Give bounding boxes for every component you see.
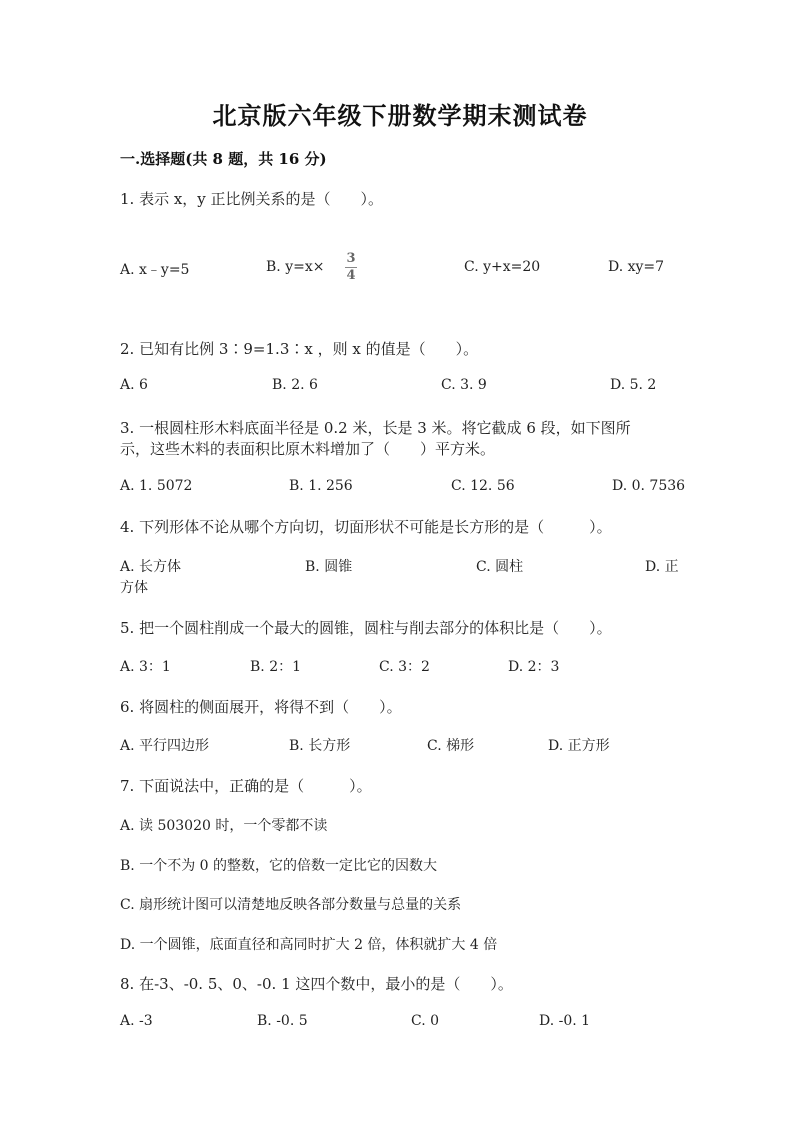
question-6-stem: 6. 将圆柱的侧面展开，将得不到（ ）。 bbox=[120, 698, 402, 716]
q5-option-c[interactable]: C. 3：2 bbox=[379, 659, 430, 675]
question-7-stem: 7. 下面说法中，正确的是（ ）。 bbox=[120, 777, 372, 795]
q5-option-d[interactable]: D. 2：3 bbox=[508, 659, 560, 675]
q6-option-c[interactable]: C. 梯形 bbox=[427, 738, 475, 754]
q8-option-b[interactable]: B. -0. 5 bbox=[257, 1013, 308, 1029]
q4-option-b[interactable]: B. 圆锥 bbox=[305, 559, 353, 575]
q8-option-d[interactable]: D. -0. 1 bbox=[539, 1013, 591, 1029]
question-1-stem: 1. 表示 x，y 正比例关系的是（ ）。 bbox=[120, 190, 384, 208]
q2-option-d[interactable]: D. 5. 2 bbox=[610, 377, 657, 393]
q3-option-a[interactable]: A. 1. 5072 bbox=[120, 478, 193, 494]
q8-option-c[interactable]: C. 0 bbox=[411, 1013, 440, 1029]
q3-option-b[interactable]: B. 1. 256 bbox=[289, 478, 353, 494]
q6-option-a[interactable]: A. 平行四边形 bbox=[120, 738, 210, 754]
q1-option-a[interactable]: A. x﹣y=5 bbox=[120, 262, 190, 278]
q2-option-b[interactable]: B. 2. 6 bbox=[272, 377, 318, 393]
question-3-stem-line-1: 3. 一根圆柱形木料底面半径是 0.2 米，长是 3 米。将它截成 6 段，如下图所 bbox=[120, 419, 631, 437]
q4-option-d-line-2[interactable]: 方体 bbox=[120, 580, 148, 596]
question-4-stem: 4. 下列形体不论从哪个方向切，切面形状不可能是长方形的是（ ）。 bbox=[120, 518, 612, 536]
section-heading: 一.选择题(共 8 题，共 16 分) bbox=[120, 150, 327, 168]
question-2-stem: 2. 已知有比例 3∶9=1.3∶x ，则 x 的值是（ ）。 bbox=[120, 340, 479, 358]
q7-option-d[interactable]: D. 一个圆锥，底面直径和高同时扩大 2 倍，体积就扩大 4 倍 bbox=[120, 937, 498, 953]
q1-option-d[interactable]: D. xy=7 bbox=[608, 259, 665, 275]
q4-option-c[interactable]: C. 圆柱 bbox=[476, 559, 524, 575]
page-title: 北京版六年级下册数学期末测试卷 bbox=[212, 101, 588, 130]
q6-option-b[interactable]: B. 长方形 bbox=[289, 738, 351, 754]
q5-option-b[interactable]: B. 2：1 bbox=[250, 659, 302, 675]
q4-option-d-line-1[interactable]: D. 正 bbox=[645, 559, 679, 575]
q5-option-a[interactable]: A. 3：1 bbox=[120, 659, 171, 675]
q1-option-b[interactable]: B. y=x× bbox=[266, 259, 325, 275]
q3-option-d[interactable]: D. 0. 7536 bbox=[612, 478, 686, 494]
fraction-denominator: 4 bbox=[346, 268, 356, 283]
q7-option-a[interactable]: A. 读 503020 时，一个零都不读 bbox=[120, 818, 328, 834]
q2-option-c[interactable]: C. 3. 9 bbox=[441, 377, 487, 393]
question-8-stem: 8. 在-3、-0. 5、0、-0. 1 这四个数中，最小的是（ ）。 bbox=[120, 975, 513, 993]
q8-option-a[interactable]: A. -3 bbox=[120, 1013, 153, 1029]
q7-option-b[interactable]: B. 一个不为 0 的整数，它的倍数一定比它的因数大 bbox=[120, 858, 437, 874]
q4-option-a[interactable]: A. 长方体 bbox=[120, 559, 182, 575]
q6-option-d[interactable]: D. 正方形 bbox=[548, 738, 610, 754]
q1-option-c[interactable]: C. y+x=20 bbox=[464, 259, 541, 275]
question-5-stem: 5. 把一个圆柱削成一个最大的圆锥，圆柱与削去部分的体积比是（ ）。 bbox=[120, 619, 612, 637]
question-3-stem-line-2: 示，这些木料的表面积比原木料增加了（ ）平方米。 bbox=[120, 440, 496, 458]
q3-option-c[interactable]: C. 12. 56 bbox=[451, 478, 515, 494]
fraction-three-quarters bbox=[345, 252, 357, 283]
fraction-numerator: 3 bbox=[346, 251, 356, 266]
q2-option-a[interactable]: A. 6 bbox=[120, 377, 148, 393]
q7-option-c[interactable]: C. 扇形统计图可以清楚地反映各部分数量与总量的关系 bbox=[120, 897, 462, 913]
